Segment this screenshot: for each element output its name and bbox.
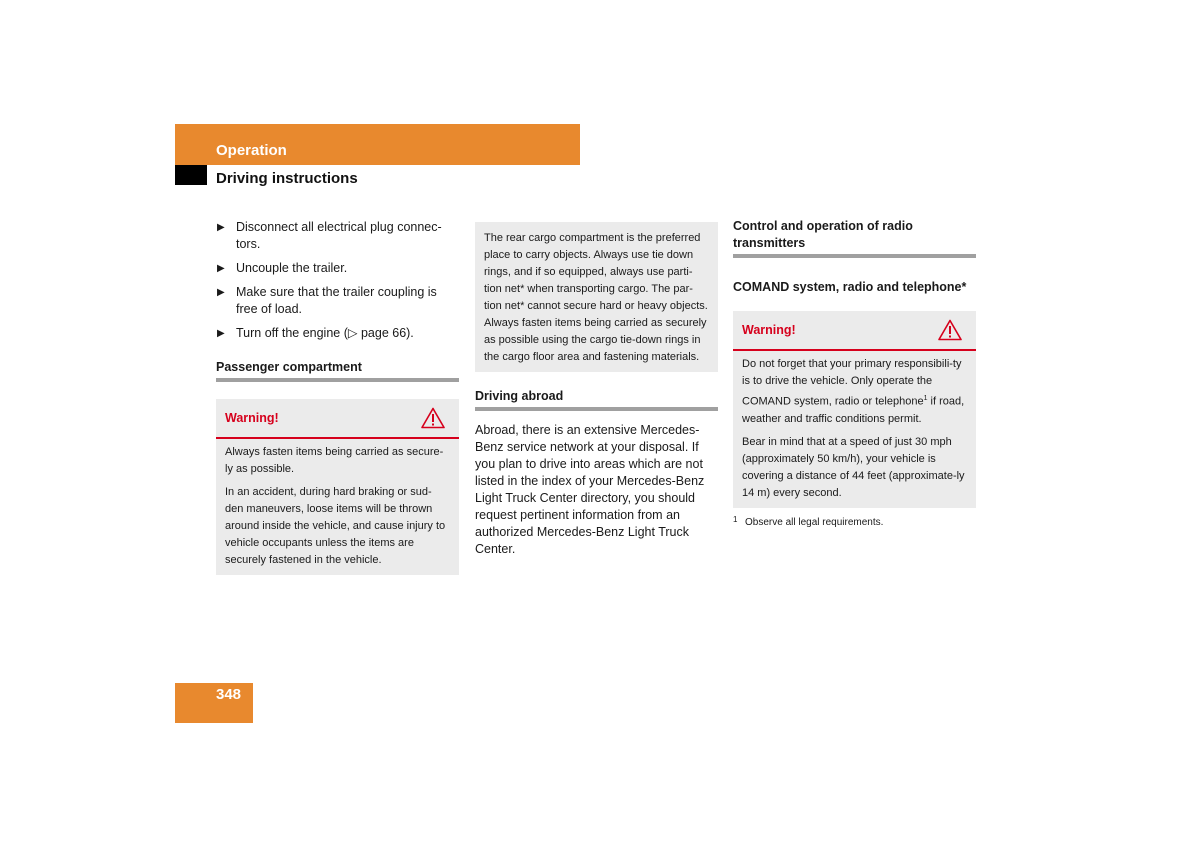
warning-paragraph: Do not forget that your primary responsibili-ty is to drive the vehicle. Only operate the COMAND system, radio or telephone$^1$ if road, weather and traffic conditions permit. [742,358,965,425]
warning-title: Warning! [742,323,796,337]
warning-header [216,399,459,439]
bullet-arrow-icon: ▶ [217,222,225,233]
list-item: ▶ Disconnect all electrical plug connec-tors. [217,220,442,251]
column-1 [216,218,459,575]
warning-box [733,311,976,508]
warning-paragraph: In an accident, during hard braking or sud-den maneuvers, loose items will be thrown around inside the vehicle, and cause injury to vehicle occupants unless the items are securely fastened in the vehicle. [225,486,446,566]
page-number: 348 [216,686,242,703]
cargo-info-box: The rear cargo compartment is the preferred place to carry objects. Always use tie down rings, and if so equipped, always use parti-tion net* when transporting cargo. The par-tion net* cannot secure hard or heavy objects. Always fasten items being carried as securely as possible using the cargo tie-down rings in the cargo floor area and fastening materials. [475,222,718,372]
warning-box [216,399,459,575]
bullet-arrow-icon: ▶ [217,287,225,298]
footnote [733,516,976,530]
list-item: ▶ Uncouple the trailer. [217,261,348,275]
footnote-reference: 1 [923,395,928,402]
warning-paragraph: Bear in mind that at a speed of just 30 mph (approximately 50 km/h), your vehicle is covering a distance of 44 feet (approximate-ly 14 m) every second. [742,435,965,499]
column-3 [733,218,976,530]
instruction-list [216,219,459,342]
driving-abroad-heading: Driving abroad [475,388,718,411]
footnote-text: Observe all legal requirements. [745,516,884,528]
section-marker [175,165,207,185]
section-title: Operation [216,142,287,159]
driving-abroad-text: Abroad, there is an extensive Mercedes-Benz service network at your disposal. If you plan to drive into areas which are not listed in the index of your Mercedes-Benz Light Truck Center directory, you should request pertinent information from an authorized Mercedes-Benz Light Truck Center. [475,423,705,556]
bullet-arrow-icon: ▶ [217,263,225,274]
warning-triangle-icon [421,407,445,429]
radio-transmitters-heading: Control and operation of radio transmitters [733,218,976,258]
warning-header [733,311,976,351]
warning-title: Warning! [225,411,279,425]
warning-body [733,351,976,508]
bullet-arrow-icon: ▶ [217,328,225,339]
warning-body [216,439,459,575]
list-item: ▶ Turn off the engine (▷ page 66). [217,326,414,340]
subsection-title: Driving instructions [216,170,358,187]
column-2 [475,222,718,558]
warning-paragraph: Always fasten items being carried as secure-ly as possible. [225,446,444,475]
list-item: ▶ Make sure that the trailer coupling is free of load. [217,285,437,316]
comand-heading: COMAND system, radio and telephone* [733,280,967,294]
passenger-compartment-heading: Passenger compartment [216,359,459,382]
footnote-number: 1 [733,514,738,524]
page-number-box [175,683,253,723]
warning-triangle-icon [938,319,962,341]
